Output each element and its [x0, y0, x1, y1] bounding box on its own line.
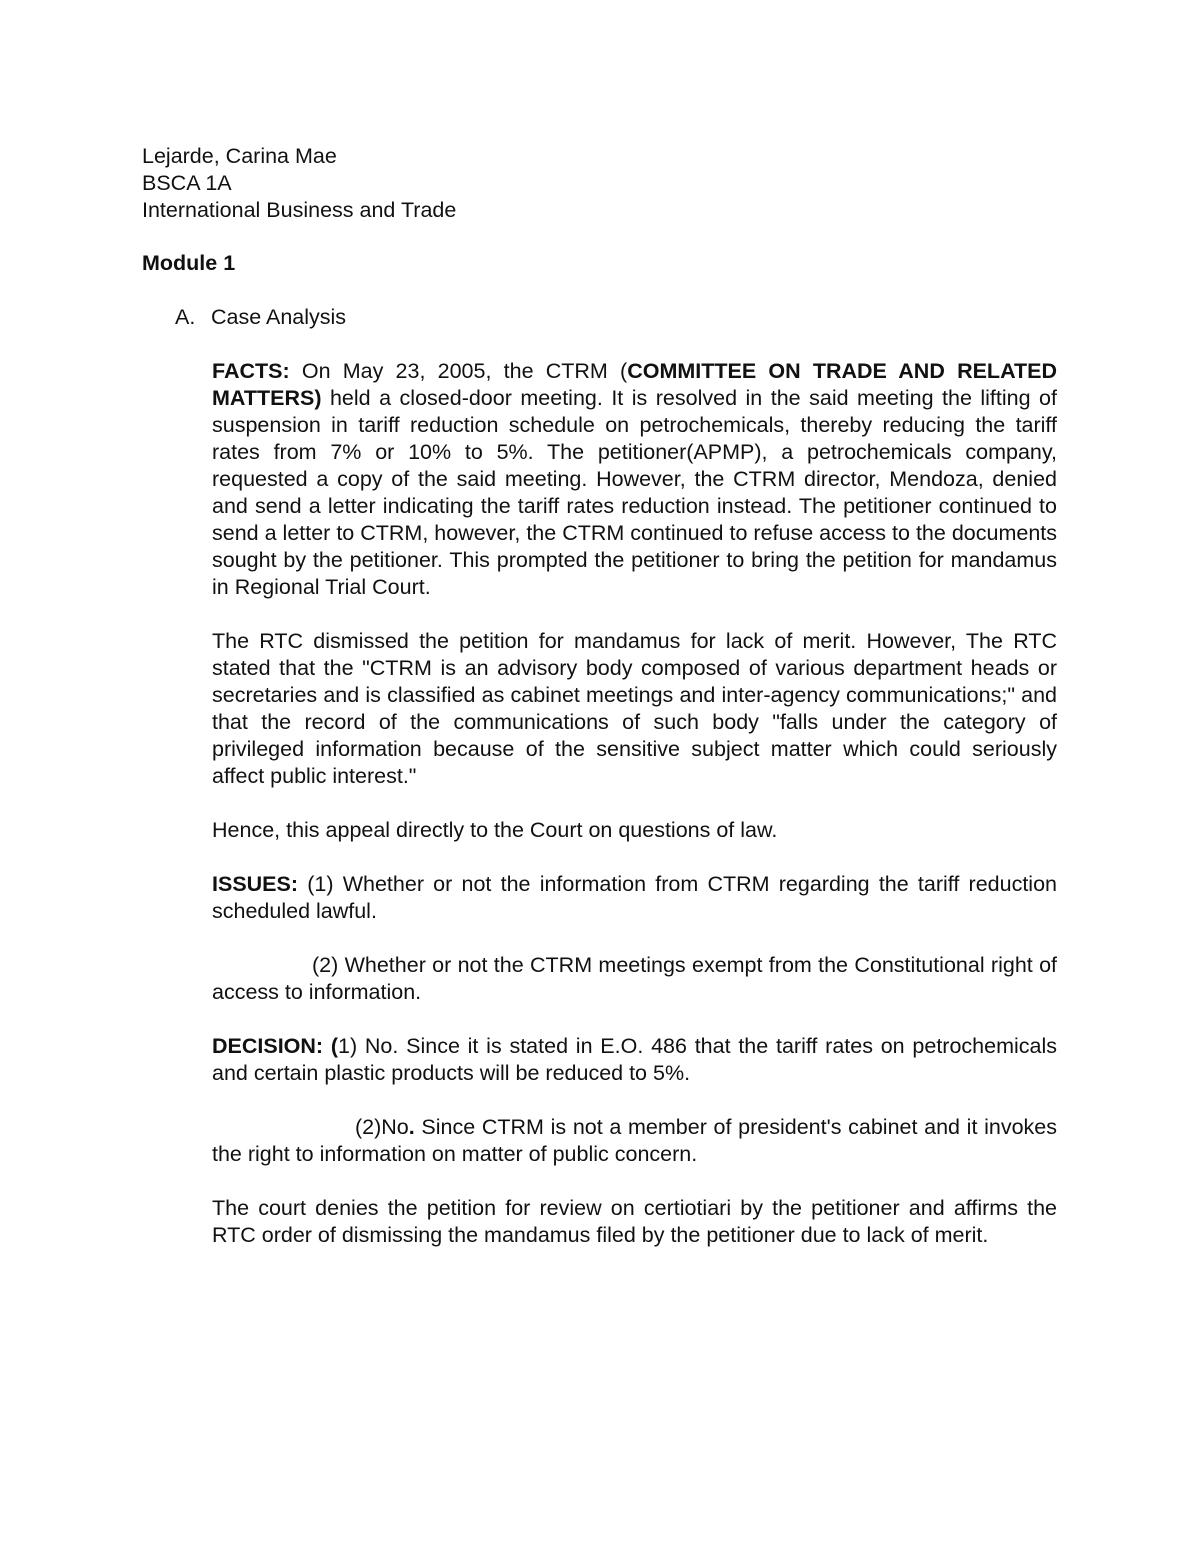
facts-paragraph — [212, 358, 1057, 601]
committee-name: COMMITTEE ON TRADE AND RELATED MATTERS) — [212, 359, 1057, 410]
issue-1-text: (1) Whether or not the information from CTRM regarding the tariff reduction scheduled lawful. — [212, 872, 1057, 923]
decision-2-dot: . — [408, 1115, 415, 1139]
facts-label: FACTS: — [212, 359, 290, 383]
course-title: International Business and Trade — [142, 198, 457, 222]
rtc-paragraph: The RTC dismissed the petition for mandamus for lack of merit. However, The RTC stated that the "CTRM is an advisory body composed of various department heads or secretaries and is classified as cabinet meetings and inter-agency communications;" and that the record of the communications of such body "falls under the category of privileged information because of the sensitive subject matter which could seriously affect public interest." — [212, 629, 1057, 788]
issue-1-paragraph — [212, 871, 1057, 925]
appeal-paragraph: Hence, this appeal directly to the Court on questions of law. — [212, 818, 778, 842]
decision-label: DECISION: ( — [212, 1034, 339, 1058]
module-title: Module 1 — [142, 251, 236, 275]
document-body — [212, 358, 1057, 1249]
facts-text: held a closed-door meeting. It is resolved in the said meeting the lifting of suspension in tariff reduction schedule on petrochemicals, thereby reducing the tariff rates from 7% or 10% to 5%. The petitioner(APMP), a petrochemicals company, requested a copy of the said meeting. However, the CTRM director, Mendoza, denied and send a letter indicating the tariff rates reduction instead. The petitioner continued to send a letter to CTRM, however, the CTRM continued to refuse access to the documents sought by the petitioner. This prompted the petitioner to bring the petition for mandamus in Regional Trial Court. — [212, 386, 1057, 599]
decision-2-paragraph — [212, 1114, 1057, 1168]
section-heading — [175, 304, 346, 331]
decision-1-text: 1) No. Since it is stated in E.O. 486 that the tariff rates on petrochemicals and certain plastic products will be reduced to 5%. — [212, 1034, 1057, 1085]
student-name: Lejarde, Carina Mae — [142, 144, 337, 168]
decision-2-prefix: (2)No — [355, 1115, 409, 1139]
student-section: BSCA 1A — [142, 171, 232, 195]
decision-2-text: Since CTRM is not a member of president's cabinet and it invokes the right to information on matter of public concern. — [212, 1115, 1057, 1166]
facts-intro: On May 23, 2005, the CTRM ( — [289, 359, 628, 383]
issues-label: ISSUES: — [212, 872, 299, 896]
conclusion-paragraph: The court denies the petition for review on certiotiari by the petitioner and affirms the RTC order of dismissing the mandamus filed by the petitioner due to lack of merit. — [212, 1196, 1057, 1247]
issue-2-text: (2) Whether or not the CTRM meetings exempt from the Constitutional right of access to information. — [212, 953, 1057, 1004]
section-marker: A. — [175, 305, 196, 329]
document-header — [142, 143, 1042, 224]
section-title: Case Analysis — [211, 305, 347, 329]
issue-2-paragraph — [212, 952, 1057, 1006]
decision-1-paragraph — [212, 1033, 1057, 1087]
